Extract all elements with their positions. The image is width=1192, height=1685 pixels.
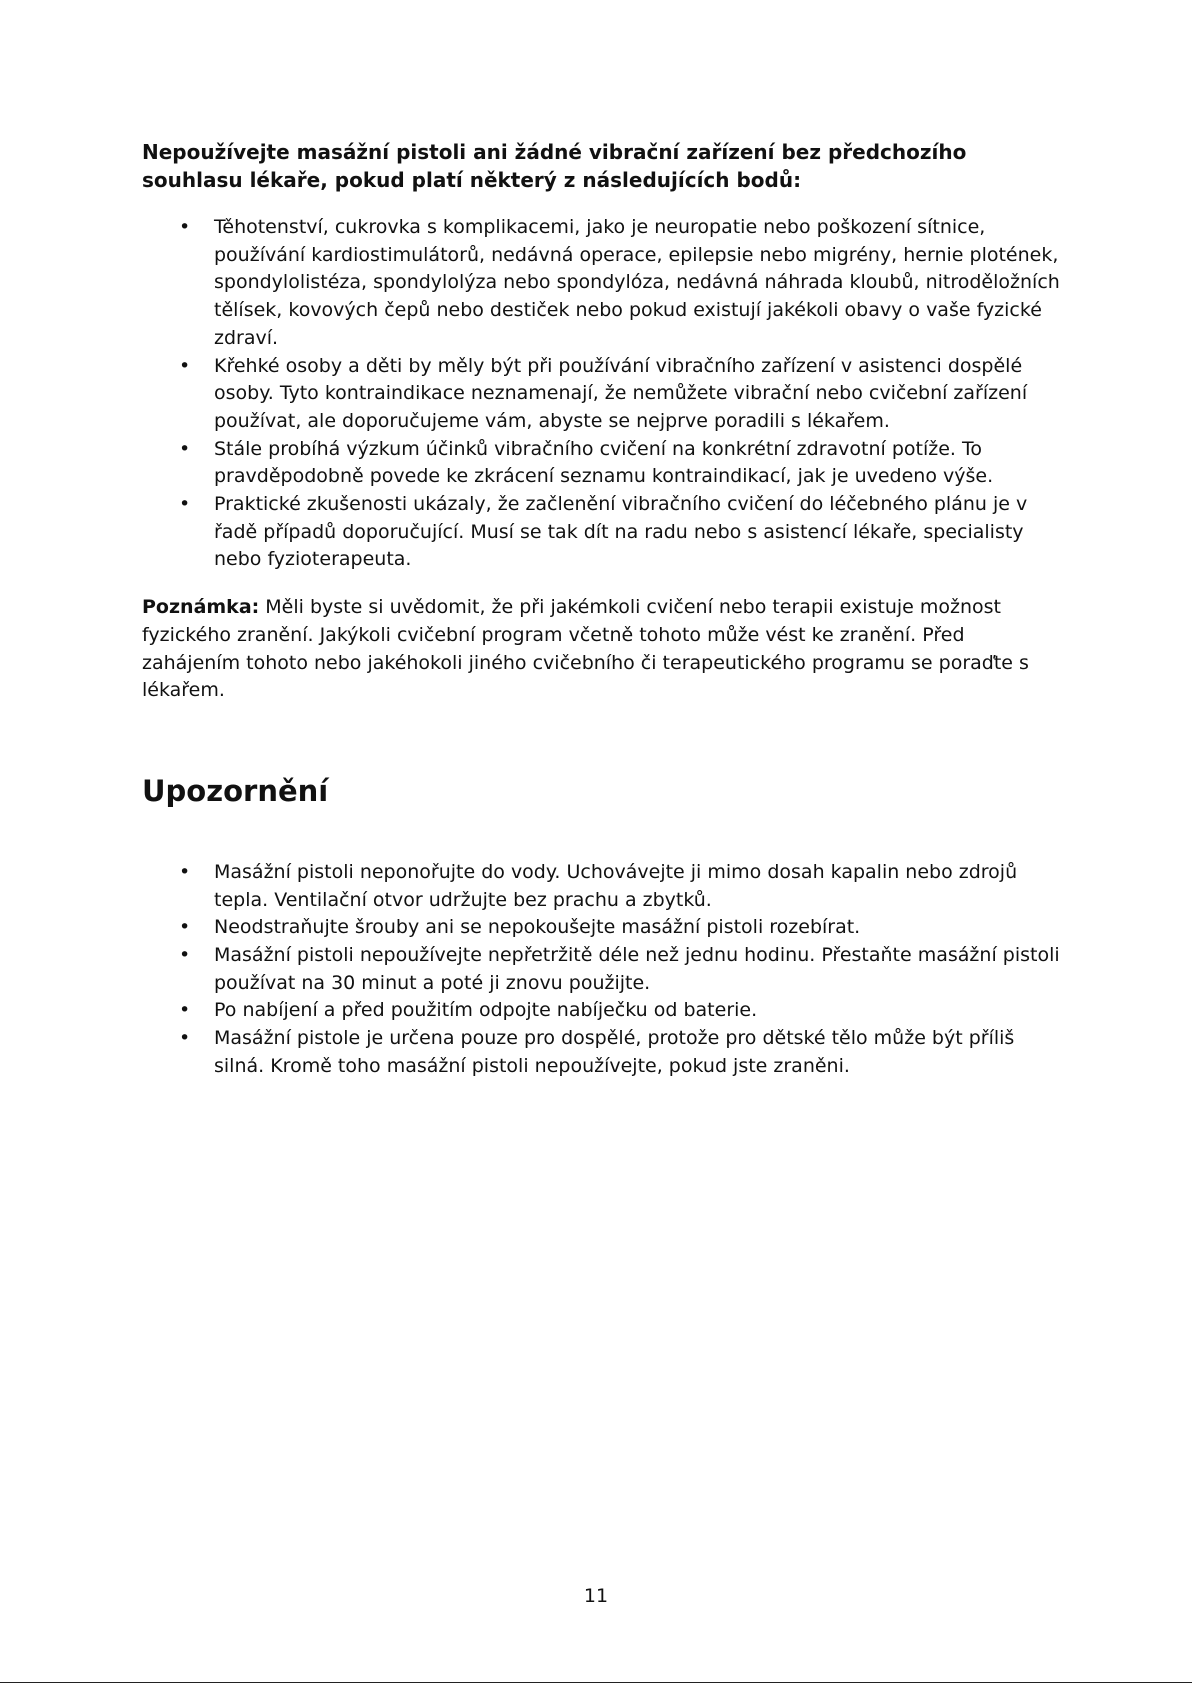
page-bottom-border — [0, 1682, 1192, 1683]
list-item: • Těhotenství, cukrovka s komplikacemi, jako je neuropatie nebo poškození sítnice, používání kardiostimulátorů, nedávná operace, epilepsie nebo migrény, hernie plotének, spondylolistéza, spondylolýza nebo spondylóza, nedávná náhrada kloubů, nitroděložních tělísek, kovových čepů nebo destiček nebo pokud existují jakékoli obavy o vaše fyzické zdraví. — [142, 214, 1062, 353]
intro-warning: Nepoužívejte masážní pistoli ani žádné vibrační zařízení bez předchozího souhlasu lékaře, pokud platí některý z následujících bodů: — [142, 140, 967, 192]
list-item: • Praktické zkušenosti ukázaly, že začlenění vibračního cvičení do léčebného plánu je v řadě případů doporučující. Musí se tak dít na radu nebo s asistencí lékaře, specialisty nebo fyzioterapeuta. — [142, 491, 1062, 574]
list-item: • Neodstraňujte šrouby ani se nepokoušejte masážní pistoli rozebírat. — [142, 914, 1062, 942]
page-number: 11 — [583, 1585, 609, 1607]
list-item: • Křehké osoby a děti by měly být při používání vibračního zařízení v asistenci dospělé osoby. Tyto kontraindikace neznamenají, že nemůžete vibrační nebo cvičební zařízení používat, ale doporučujeme vám, abyste se nejprve poradili s lékařem. — [142, 353, 1062, 436]
list-item: • Masážní pistole je určena pouze pro dospělé, protože pro dětské tělo může být příliš silná. Kromě toho masážní pistoli nepoužívejte, pokud jste zraněni. — [142, 1025, 1062, 1080]
note-label: Poznámka: — [142, 596, 260, 619]
list-item: • Po nabíjení a před použitím odpojte nabíječku od baterie. — [142, 997, 1062, 1025]
list-item: • Masážní pistoli nepoužívejte nepřetržitě déle než jednu hodinu. Přestaňte masážní pistoli používat na 30 minut a poté ji znovu použijte. — [142, 942, 1062, 997]
note-paragraph — [142, 594, 1062, 705]
list-item: • Stále probíhá výzkum účinků vibračního cvičení na konkrétní zdravotní potíže. To pravděpodobně povede ke zkrácení seznamu kontraindikací, jak je uvedeno výše. — [142, 436, 1062, 491]
list-item: • Masážní pistoli neponořujte do vody. Uchovávejte ji mimo dosah kapalin nebo zdrojů tepla. Ventilační otvor udržujte bez prachu a zbytků. — [142, 859, 1062, 914]
note-text: Měli byste si uvědomit, že při jakémkoli cvičení nebo terapii existuje možnost fyzického zranění. Jakýkoli cvičební program včetně tohoto může vést ke zranění. Před zahájením tohoto nebo jakéhokoli jiného cvičebního či terapeutického programu se poraďte s lékařem. — [142, 596, 1029, 702]
contraindications-list — [142, 214, 1062, 574]
warnings-list — [142, 859, 1062, 1081]
document-page — [142, 138, 1062, 1081]
warnings-heading: Upozornění — [142, 773, 329, 808]
